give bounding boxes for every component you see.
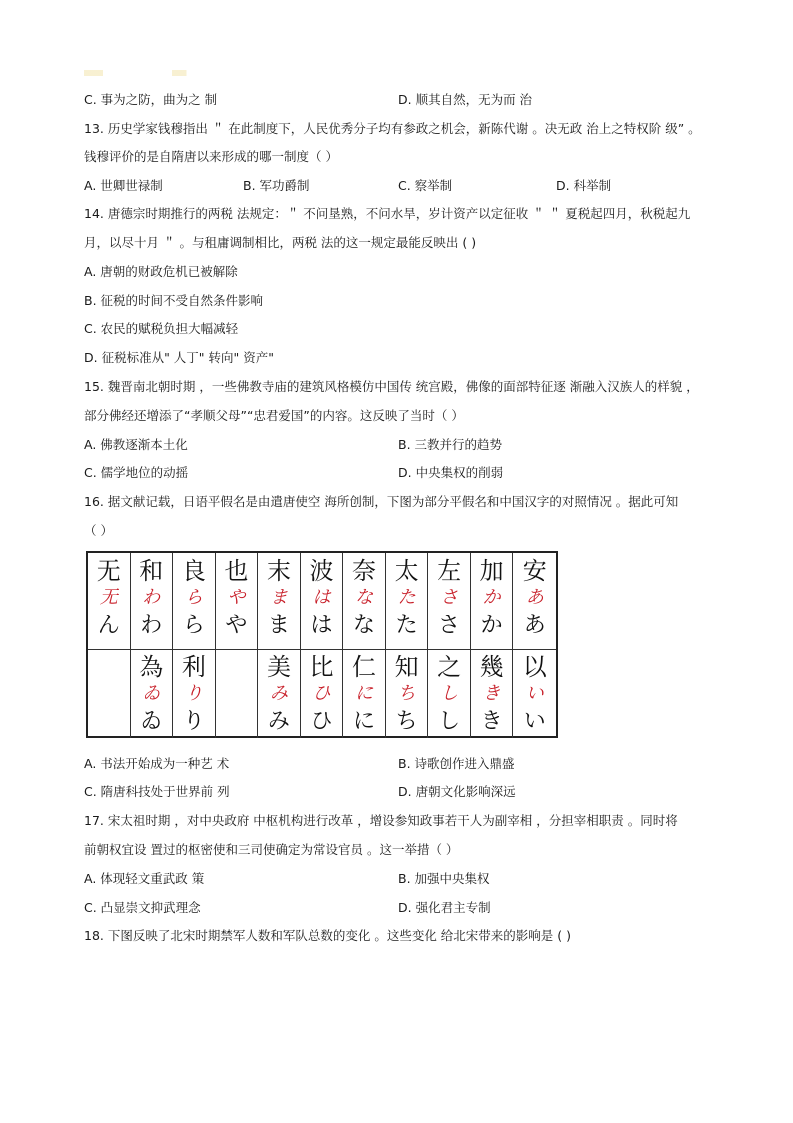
kanji-char: 仁	[352, 653, 377, 681]
hiragana-char: み	[267, 709, 290, 734]
q13-option-d[interactable]: D. 科举制	[556, 178, 612, 193]
kanji-char: 太	[394, 557, 419, 585]
q16-stem-line1: 16. 据文献记载，日语平假名是由遣唐使空 海所创制，下图为部分平假名和中国汉字的对照情况 。据此可知	[84, 494, 679, 509]
hiragana-char: か	[480, 613, 503, 638]
q14-option-b[interactable]: B. 征税的时间不受自然条件影响	[84, 293, 264, 308]
hiragana-char: に	[353, 709, 376, 734]
q13-stem-line2: 钱穆评价的是自隋唐以来形成的哪一制度（ ）	[84, 149, 338, 164]
hiragana-char: ま	[267, 613, 290, 638]
q17-option-c[interactable]: C. 凸显崇文抑武理念	[84, 900, 201, 915]
hiragana-char: や	[225, 613, 248, 638]
kana-cell	[386, 649, 429, 738]
q13-option-c[interactable]: C. 察举制	[398, 178, 453, 193]
kanji-char: 知	[394, 653, 419, 681]
kana-table-row-1	[88, 553, 556, 650]
kana-cell	[88, 553, 131, 649]
q15-option-b[interactable]: B. 三教并行的趋势	[398, 437, 503, 452]
cursive-form: か	[482, 587, 501, 608]
page-header-mark	[84, 70, 244, 76]
cursive-form: ら	[184, 587, 203, 608]
hiragana-char: ら	[182, 613, 205, 638]
cursive-form: は	[312, 587, 331, 608]
cursive-form: き	[482, 683, 501, 704]
kana-cell	[301, 649, 344, 738]
kana-cell	[428, 553, 471, 649]
kana-cell	[471, 553, 514, 649]
cursive-form: わ	[142, 587, 161, 608]
kanji-char: 无	[96, 557, 121, 585]
kana-comparison-table	[86, 551, 558, 738]
kanji-char: 以	[522, 653, 547, 681]
q14-option-c[interactable]: C. 农民的赋税负担大幅减轻	[84, 321, 239, 336]
kana-cell	[173, 649, 216, 738]
kanji-char: 為	[139, 653, 164, 681]
kanji-char: 和	[139, 557, 164, 585]
kanji-char: 之	[437, 653, 462, 681]
kana-cell	[343, 553, 386, 649]
kana-cell	[301, 553, 344, 649]
kana-cell	[88, 649, 131, 738]
kanji-char: 波	[309, 557, 334, 585]
cursive-form: に	[355, 683, 374, 704]
kanji-char: 末	[266, 557, 291, 585]
kanji-char: 利	[181, 653, 206, 681]
cursive-form: ゐ	[142, 683, 161, 704]
cursive-form: い	[525, 683, 544, 704]
q16-option-a[interactable]: A. 书法开始成为一种艺 术	[84, 756, 230, 771]
kana-cell	[173, 553, 216, 649]
kanji-char: 比	[309, 653, 334, 681]
cursive-form: 无	[99, 587, 118, 608]
cursive-form: な	[355, 587, 374, 608]
hiragana-char: ゐ	[140, 709, 163, 734]
q15-option-a[interactable]: A. 佛教逐渐本土化	[84, 437, 188, 452]
q16-option-d[interactable]: D. 唐朝文化影响深远	[398, 784, 516, 799]
kanji-char: 良	[181, 557, 206, 585]
q14-option-a[interactable]: A. 唐朝的财政危机已被解除	[84, 264, 238, 279]
hiragana-char: わ	[140, 613, 163, 638]
q13-option-b[interactable]: B. 军功爵制	[243, 178, 310, 193]
kanji-char: 安	[522, 557, 547, 585]
q12-option-d[interactable]: D. 顺其自然，无为而 治	[398, 92, 533, 107]
cursive-form: り	[184, 683, 203, 704]
kanji-char: 左	[437, 557, 462, 585]
q15-stem-line2: 部分佛经还增添了“孝顺父母”“忠君爱国”的内容。这反映了当时（ ）	[84, 408, 464, 423]
hiragana-char: さ	[438, 613, 461, 638]
cursive-form: し	[440, 683, 459, 704]
q15-option-d[interactable]: D. 中央集权的削弱	[398, 465, 504, 480]
kana-cell	[216, 649, 259, 738]
hiragana-char: き	[480, 709, 503, 734]
hiragana-char: ち	[395, 709, 418, 734]
q18-stem-line1: 18. 下图反映了北宋时期禁军人数和军队总数的变化 。这些变化 给北宋带来的影响是 ( )	[84, 928, 572, 943]
kanji-char: 美	[266, 653, 291, 681]
cursive-form: ひ	[312, 683, 331, 704]
cursive-form: あ	[525, 587, 544, 608]
kana-cell	[216, 553, 259, 649]
kana-cell	[513, 649, 556, 738]
q13-option-a[interactable]: A. 世卿世禄制	[84, 178, 163, 193]
q17-option-d[interactable]: D. 强化君主专制	[398, 900, 491, 915]
kanji-char: 幾	[479, 653, 504, 681]
q16-option-c[interactable]: C. 隋唐科技处于世界前 列	[84, 784, 230, 799]
q17-stem-line2: 前朝权宜设 置过的枢密使和三司使确定为常设官员 。这一举措（ ）	[84, 842, 459, 857]
hiragana-char: し	[438, 709, 461, 734]
hiragana-char: な	[353, 613, 376, 638]
kanji-char: 加	[479, 557, 504, 585]
kana-cell	[471, 649, 514, 738]
hiragana-char: ん	[97, 613, 120, 638]
q14-stem-line2: 月，以尽十月 ＂ 。与租庸调制相比，两税 法的这一规定最能反映出 ( )	[84, 235, 477, 250]
kana-cell	[258, 649, 301, 738]
kana-cell	[343, 649, 386, 738]
hiragana-char: い	[523, 709, 546, 734]
q16-option-b[interactable]: B. 诗歌创作进入鼎盛	[398, 756, 515, 771]
kana-cell	[131, 649, 174, 738]
q17-stem-line1: 17. 宋太祖时期 ，对中央政府 中枢机构进行改革 ，增设参知政事若干人为副宰相 ，分担宰相职责 。同时将	[84, 813, 678, 828]
cursive-form: み	[269, 683, 288, 704]
q17-option-b[interactable]: B. 加强中央集权	[398, 871, 490, 886]
kanji-char: 也	[224, 557, 249, 585]
q14-option-d[interactable]: D. 征税标准从" 人丁" 转向" 资产"	[84, 350, 274, 365]
hiragana-char: あ	[523, 613, 546, 638]
cursive-form: さ	[440, 587, 459, 608]
kana-cell	[258, 553, 301, 649]
cursive-form: ま	[269, 587, 288, 608]
cursive-form: や	[227, 587, 246, 608]
hiragana-char: は	[310, 613, 333, 638]
q15-stem-line1: 15. 魏晋南北朝时期 ，一些佛教寺庙的建筑风格模仿中国传 统宫殿，佛像的面部特征逐 渐融入汉族人的样貌 ，	[84, 379, 699, 394]
kana-cell	[428, 649, 471, 738]
cursive-form: た	[397, 587, 416, 608]
kanji-char: 奈	[352, 557, 377, 585]
kana-cell	[131, 553, 174, 649]
q13-stem-line1: 13. 历史学家钱穆指出 ＂ 在此制度下，人民优秀分子均有参政之机会，新陈代谢 。决无政 治上之特权阶 级” 。	[84, 121, 701, 136]
kana-cell	[386, 553, 429, 649]
hiragana-char: り	[182, 709, 205, 734]
hiragana-char: ひ	[310, 709, 333, 734]
kana-table-row-2	[88, 649, 556, 738]
cursive-form: ち	[397, 683, 416, 704]
q16-stem-line2: （ ）	[84, 523, 113, 538]
q15-option-c[interactable]: C. 儒学地位的动摇	[84, 465, 189, 480]
kana-cell	[513, 553, 556, 649]
q17-option-a[interactable]: A. 体现轻文重武政 策	[84, 871, 205, 886]
hiragana-char: た	[395, 613, 418, 638]
q14-stem-line1: 14. 唐德宗时期推行的两税 法规定：＂ 不问垦熟，不问水旱，岁计资产以定征收 ＂ ＂ 夏税起四月，秋税起九	[84, 206, 691, 221]
q12-option-c[interactable]: C. 事为之防，曲为之 制	[84, 92, 218, 107]
